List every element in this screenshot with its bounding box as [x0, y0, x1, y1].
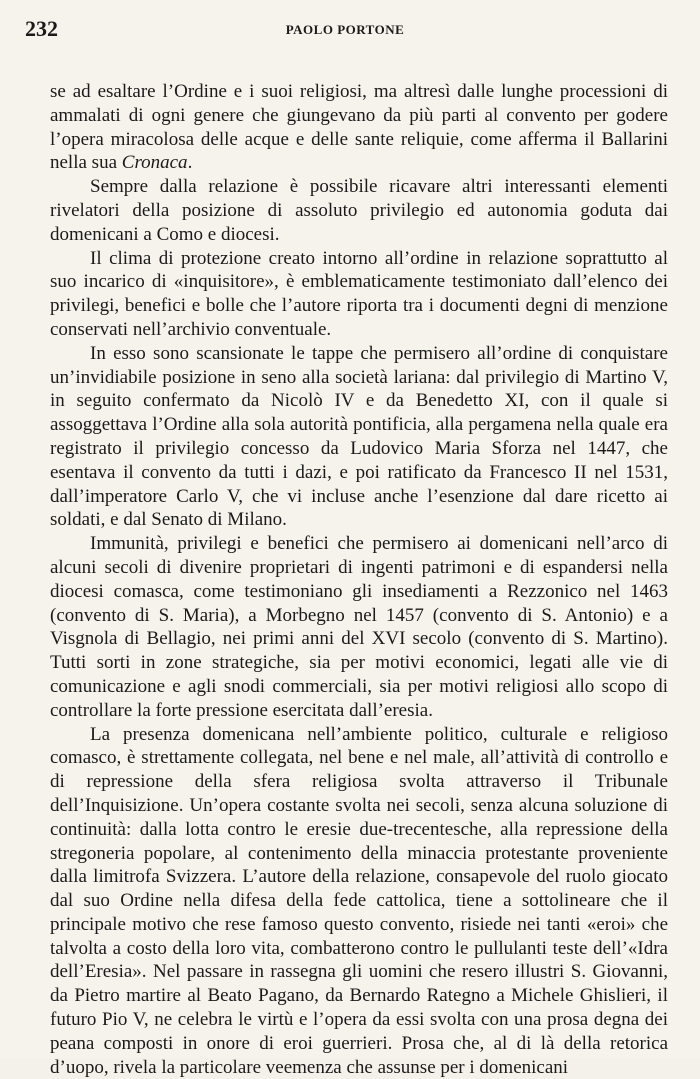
paragraph-2-text: Sempre dalla relazione è possibile ricavare altri interessanti elementi rivelatori della posizione di assoluto privilegio ed autonomia goduta dai domenicani a Como e diocesi. [50, 176, 668, 245]
paragraph-2 [50, 175, 668, 246]
paragraph-4 [50, 342, 668, 532]
body-text [50, 80, 668, 1079]
paragraph-1-italic-title: Cronaca [121, 152, 188, 174]
paragraph-6 [50, 723, 668, 1079]
paragraph-1-text: se ad esaltare l’Ordine e i suoi religiosi, ma altresì dalle lunghe processioni di ammalati di ogni genere che giungevano da più parti al convento per godere l’opera miracolosa delle acque e delle sante reliquie, come afferma il Ballarini nella sua [50, 81, 668, 174]
paragraph-5-text: Immunità, privilegi e benefici che permisero ai domenicani nell’arco di alcuni secoli di divenire proprietari di ingenti patrimoni e di espandersi nella diocesi comasca, come testimoniano gli insediamenti a Rezzonico nel 1463 (convento di S. Maria), a Morbegno nel 1457 (convento di S. Antonio) e a Visgnola di Bellagio, nei primi anni del XVI secolo (convento di S. Martino). Tutti sorti in zone strategiche, sia per motivi economici, legati alle vie di comunicazione e agli snodi commerciali, sia per motivi religiosi allo scopo di controllare la forte pressione esercitata dall’eresia. [50, 533, 668, 721]
page-header [25, 16, 665, 56]
paragraph-6-text: La presenza domenicana nell’ambiente politico, culturale e religioso comasco, è strettamente collegata, nel bene e nel male, all’attività di controllo e di repressione della sfera religiosa svolta attraverso il Tribunale dell’Inquisizione. Un’opera costante svolta nei secoli, senza alcuna soluzione di continuità: dalla lotta contro le eresie due-trecentesche, alla repressione della stregoneria popolare, al contenimento della minaccia protestante proveniente dalla limitrofa Svizzera. L’autore della relazione, consapevole del ruolo giocato dal suo Ordine nella difesa della fede cattolica, tiene a sottolineare che il principale motivo che rese famoso questo convento, risiede nei tanti «eroi» che talvolta a costo della loro vita, combatterono contro le pullulanti teste dell’«Idra dell’Eresia». Nel passare in rassegna gli uomini che resero illustri S. Giovanni, da Pietro martire al Beato Pagano, da Bernardo Rategno a Michele Ghislieri, il futuro Pio V, ne celebra le virtù e l’opera da essi svolta con una prosa degna dei peana composti in onore di eroi guerrieri. Prosa che, al di là della retorica d’uopo, rivela la particolare veemenza che assunse per i domenicani [50, 723, 668, 1078]
paragraph-1 [50, 80, 668, 175]
page-number: 232 [25, 16, 58, 41]
paragraph-3-text: Il clima di protezione creato intorno all’ordine in relazione soprattutto al suo incarico di «inquisitore», è emblematicamente testimoniato dall’elenco dei privilegi, benefici e bolle che l’autore riporta tra i documenti degni di menzione conservati nell’archivio conventuale. [50, 247, 668, 340]
paragraph-3 [50, 247, 668, 342]
paragraph-4-text: In esso sono scansionate le tappe che permisero all’ordine di conquistare un’invidiabile posizione in seno alla società lariana: dal privilegio di Martino V, in seguito confermato da Nicolò IV e da Benedetto XI, con il quale si assoggettava l’Ordine alla sola autorità pontificia, alla pergamena nella quale era registrato il privilegio concesso da Ludovico Maria Sforza nel 1447, che esentava il convento da tutti i dazi, e poi ratificato da Francesco II nel 1531, dall’imperatore Carlo V, che vi incluse anche l’esenzione dal dare ricetto ai soldati, e dal Senato di Milano. [50, 342, 668, 531]
running-head-author: PAOLO PORTONE [285, 22, 405, 37]
paragraph-5 [50, 532, 668, 722]
paragraph-1-end: . [187, 152, 193, 174]
